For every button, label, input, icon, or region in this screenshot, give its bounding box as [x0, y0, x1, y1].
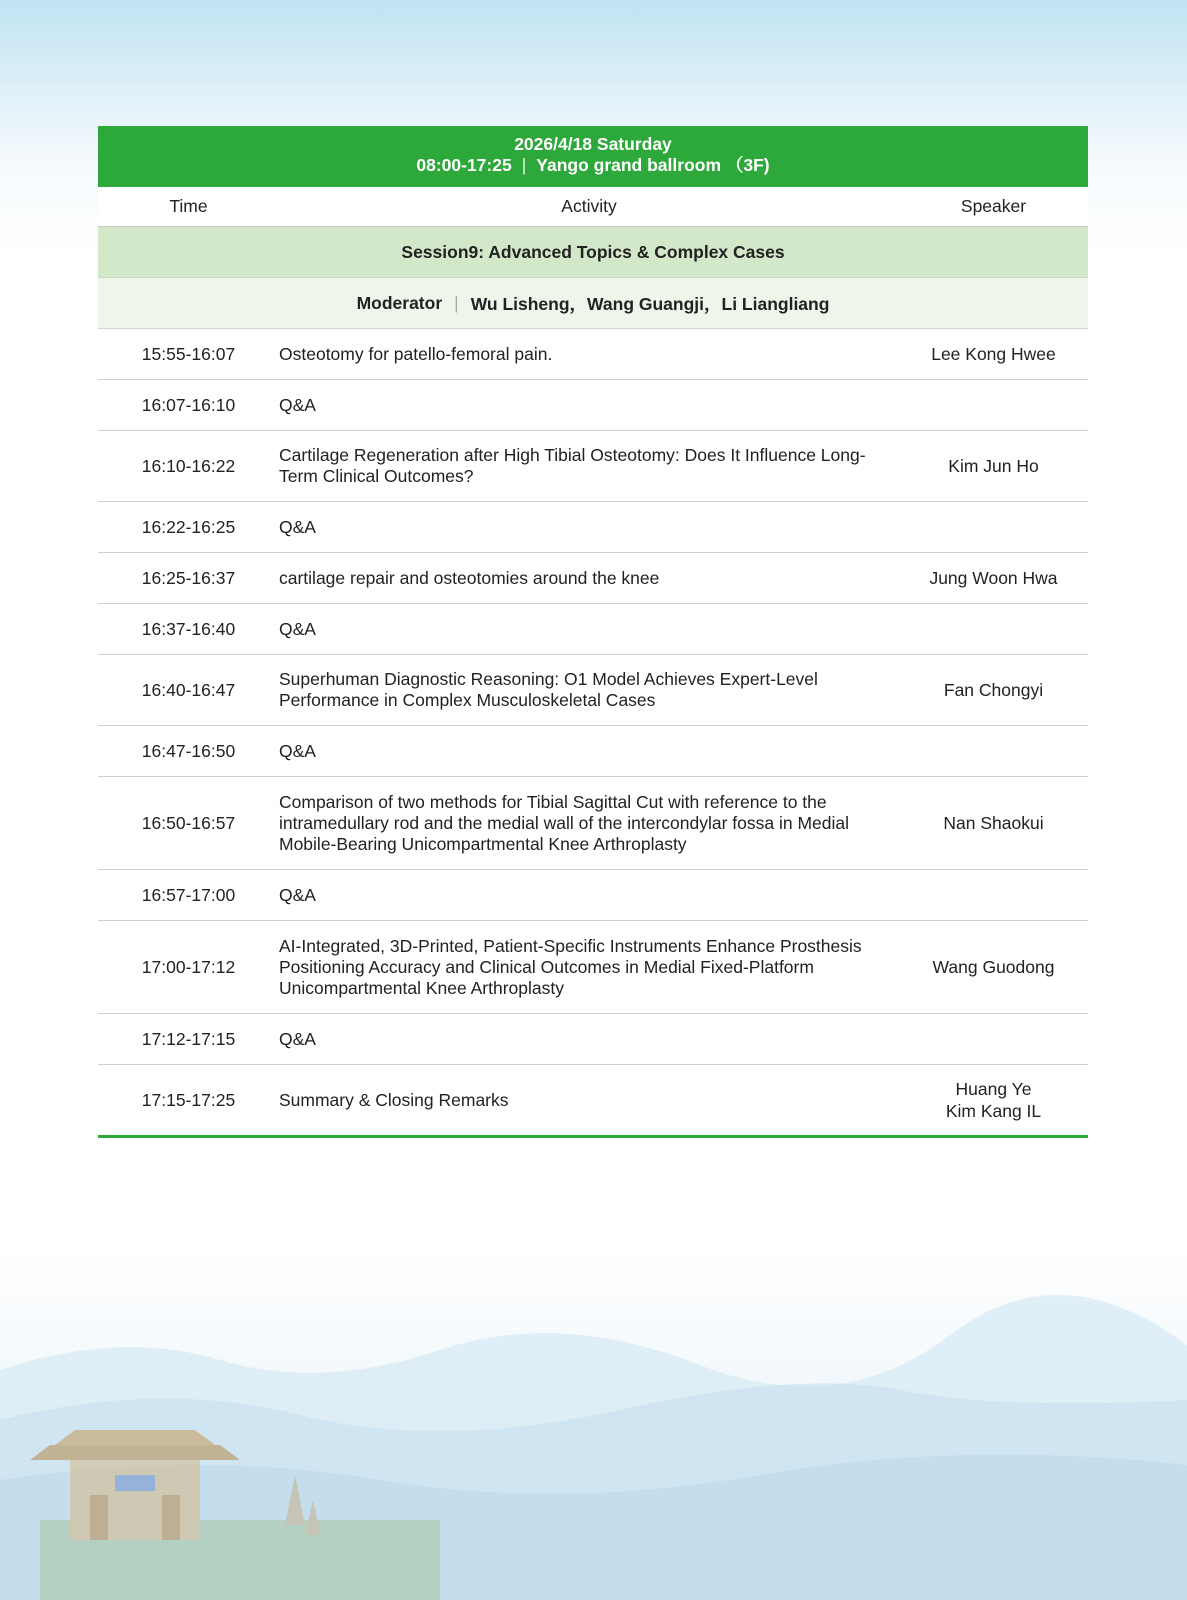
row-activity: Q&A — [279, 884, 316, 905]
session-title: Session9: Advanced Topics & Complex Cases — [98, 227, 1088, 278]
row-activity: Summary & Closing Remarks — [279, 1089, 509, 1110]
schedule-row — [98, 726, 1088, 777]
row-speaker: Fan Chongyi — [943, 680, 1044, 700]
schedule-row — [98, 380, 1088, 431]
row-speaker: Kim Jun Ho — [948, 456, 1039, 476]
row-time: 16:40-16:47 — [141, 679, 236, 700]
header-separator: | — [521, 155, 527, 175]
row-time: 16:50-16:57 — [141, 812, 236, 833]
time-venue-line — [98, 155, 1088, 176]
row-speaker: Nan Shaokui — [943, 813, 1044, 833]
row-activity: Q&A — [279, 1028, 316, 1049]
schedule-row — [98, 431, 1088, 502]
column-header-speaker: Speaker — [960, 196, 1027, 216]
header-time: 08:00-17:25 — [416, 155, 512, 175]
schedule-row — [98, 921, 1088, 1014]
row-speaker: Lee Kong Hwee — [931, 344, 1056, 364]
column-headers — [98, 187, 1088, 227]
row-time: 16:57-17:00 — [141, 884, 236, 905]
schedule-row — [98, 870, 1088, 921]
row-time: 16:10-16:22 — [141, 455, 236, 476]
schedule-row — [98, 553, 1088, 604]
row-speaker: Huang Ye Kim Kang IL — [945, 1079, 1042, 1121]
row-time: 17:00-17:12 — [141, 956, 236, 977]
moderator-names: Wu Lisheng，Wang Guangji，Li Liangliang — [470, 293, 830, 314]
row-activity: Q&A — [279, 740, 316, 761]
header-venue: Yango grand ballroom （3F) — [536, 155, 770, 175]
row-time: 16:22-16:25 — [141, 516, 236, 537]
schedule-row — [98, 655, 1088, 726]
schedule-row — [98, 777, 1088, 870]
row-activity: Q&A — [279, 618, 316, 639]
row-time: 16:37-16:40 — [141, 618, 236, 639]
landscape-background — [0, 1250, 1187, 1600]
row-time: 17:12-17:15 — [141, 1028, 236, 1049]
pavilion-illustration — [30, 1430, 440, 1600]
schedule-row — [98, 502, 1088, 553]
date-line: 2026/4/18 Saturday — [514, 134, 672, 154]
row-activity: Cartilage Regeneration after High Tibial Osteotomy: Does It Influence Long-Term Clinical Outcomes? — [279, 445, 866, 486]
column-header-activity: Activity — [561, 196, 617, 216]
row-time: 16:07-16:10 — [141, 394, 236, 415]
schedule-row — [98, 1065, 1088, 1138]
schedule-header-banner — [98, 126, 1088, 187]
row-activity: AI-Integrated, 3D-Printed, Patient-Specific Instruments Enhance Prosthesis Positioning Accuracy and Clinical Outcomes in Medial Fixed-Platform Unicompartmental Knee Arthroplasty — [279, 935, 862, 998]
schedule-row — [98, 1014, 1088, 1065]
row-activity: cartilage repair and osteotomies around the knee — [279, 567, 660, 588]
row-time: 17:15-17:25 — [141, 1089, 236, 1110]
row-activity: Superhuman Diagnostic Reasoning: O1 Model Achieves Expert-Level Performance in Complex Musculoskeletal Cases — [279, 669, 818, 710]
row-activity: Q&A — [279, 516, 316, 537]
moderator-label: Moderator — [356, 292, 443, 313]
moderator-separator: | — [454, 292, 459, 313]
row-time: 16:47-16:50 — [141, 740, 236, 761]
schedule-table — [98, 126, 1088, 1138]
row-activity: Q&A — [279, 394, 316, 415]
row-time: 15:55-16:07 — [141, 343, 236, 364]
moderator-row — [98, 278, 1088, 329]
column-header-time: Time — [169, 196, 208, 216]
row-activity: Comparison of two methods for Tibial Sagittal Cut with reference to the intramedullary rod and the medial wall of the intercondylar fossa in Medial Mobile-Bearing Unicompartmental Knee Arthroplasty — [279, 791, 850, 854]
row-activity: Osteotomy for patello-femoral pain. — [279, 343, 553, 364]
schedule-row — [98, 329, 1088, 380]
schedule-rows — [98, 329, 1088, 1138]
row-speaker: Wang Guodong — [932, 957, 1055, 977]
row-time: 16:25-16:37 — [141, 567, 236, 588]
schedule-row — [98, 604, 1088, 655]
row-speaker: Jung Woon Hwa — [929, 568, 1058, 588]
